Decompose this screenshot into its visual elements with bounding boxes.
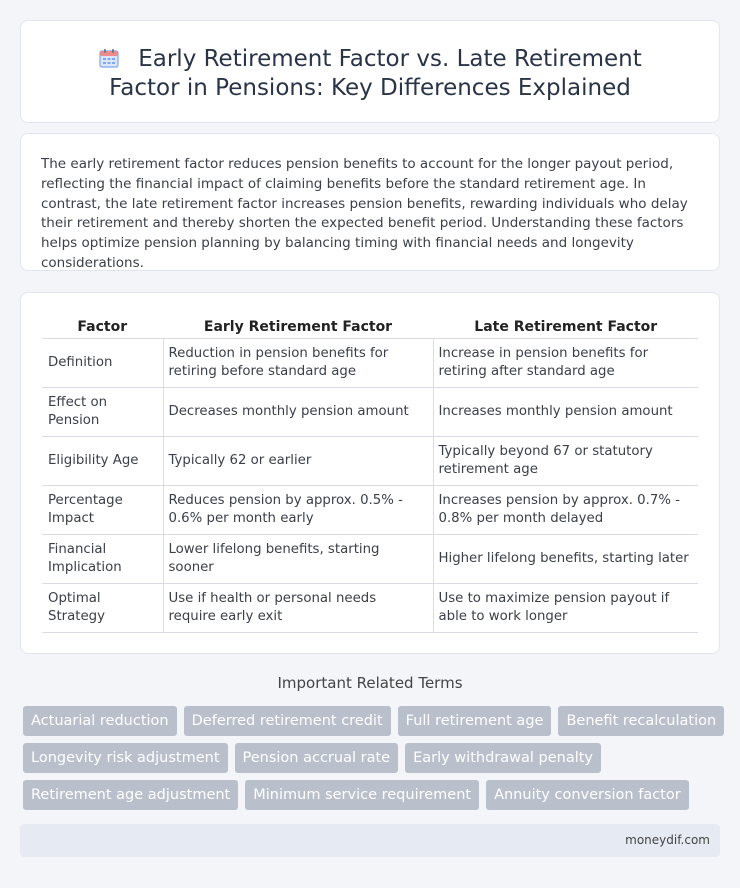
- table-cell: Use to maximize pension payout if able to work longer: [433, 583, 698, 632]
- table-cell: Reduces pension by approx. 0.5% - 0.6% per month early: [163, 485, 433, 534]
- comparison-table: [42, 316, 698, 633]
- table-row: [42, 387, 698, 436]
- row-label: Percentage Impact: [42, 485, 163, 534]
- table-cell: Typically beyond 67 or statutory retirement age: [433, 436, 698, 485]
- related-term-tag[interactable]: Retirement age adjustment: [23, 780, 238, 810]
- table-cell: Increases pension by approx. 0.7% - 0.8% per month delayed: [433, 485, 698, 534]
- related-term-tag[interactable]: Longevity risk adjustment: [23, 743, 228, 773]
- tag-row: [23, 743, 723, 773]
- row-label: Optimal Strategy: [42, 583, 163, 632]
- table-row: [42, 583, 698, 632]
- related-term-tag[interactable]: Deferred retirement credit: [184, 706, 391, 736]
- table-cell: Increase in pension benefits for retiring after standard age: [433, 338, 698, 387]
- table-cell: Higher lifelong benefits, starting later: [433, 534, 698, 583]
- related-term-tag[interactable]: Early withdrawal penalty: [405, 743, 601, 773]
- table-cell: Decreases monthly pension amount: [163, 387, 433, 436]
- table-cell: Use if health or personal needs require early exit: [163, 583, 433, 632]
- comparison-card: [20, 292, 720, 654]
- calendar-icon: [98, 47, 120, 69]
- tag-row: [23, 780, 723, 810]
- related-term-tag[interactable]: Pension accrual rate: [235, 743, 399, 773]
- related-term-tag[interactable]: Actuarial reduction: [23, 706, 177, 736]
- table-row: [42, 338, 698, 387]
- footer: [20, 824, 720, 857]
- table-cell: Lower lifelong benefits, starting sooner: [163, 534, 433, 583]
- page-title-wrap: [21, 45, 719, 103]
- title-card: [20, 20, 720, 123]
- table-cell: Reduction in pension benefits for retiring before standard age: [163, 338, 433, 387]
- related-term-tag[interactable]: Benefit recalculation: [558, 706, 724, 736]
- column-header: Early Retirement Factor: [163, 316, 433, 338]
- table-cell: Increases monthly pension amount: [433, 387, 698, 436]
- table-row: [42, 436, 698, 485]
- intro-text: The early retirement factor reduces pension benefits to account for the longer payout period, reflecting the financial impact of claiming benefits before the standard retirement age. In contrast, the late retirement factor increases pension benefits, rewarding individuals who delay their retirement and thereby shorten the expected benefit period. Understanding these factors helps optimize pension planning by balancing timing with financial needs and longevity considerations.: [41, 156, 688, 271]
- table-header-row: [42, 316, 698, 338]
- related-term-tag[interactable]: Annuity conversion factor: [486, 780, 689, 810]
- related-terms-heading: Important Related Terms: [277, 674, 463, 692]
- footer-site-link[interactable]: moneydif.com: [625, 833, 710, 847]
- intro-card: [20, 133, 720, 271]
- related-terms-list: [23, 706, 723, 817]
- row-label: Definition: [42, 338, 163, 387]
- column-header: Late Retirement Factor: [433, 316, 698, 338]
- related-term-tag[interactable]: Full retirement age: [398, 706, 552, 736]
- tag-row: [23, 706, 723, 736]
- row-label: Effect on Pension: [42, 387, 163, 436]
- column-header: Factor: [42, 316, 163, 338]
- table-cell: Typically 62 or earlier: [163, 436, 433, 485]
- page-title: Early Retirement Factor vs. Late Retirement Factor in Pensions: Key Differences Explained: [109, 46, 642, 101]
- table-row: [42, 534, 698, 583]
- row-label: Financial Implication: [42, 534, 163, 583]
- related-term-tag[interactable]: Minimum service requirement: [245, 780, 479, 810]
- row-label: Eligibility Age: [42, 436, 163, 485]
- table-row: [42, 485, 698, 534]
